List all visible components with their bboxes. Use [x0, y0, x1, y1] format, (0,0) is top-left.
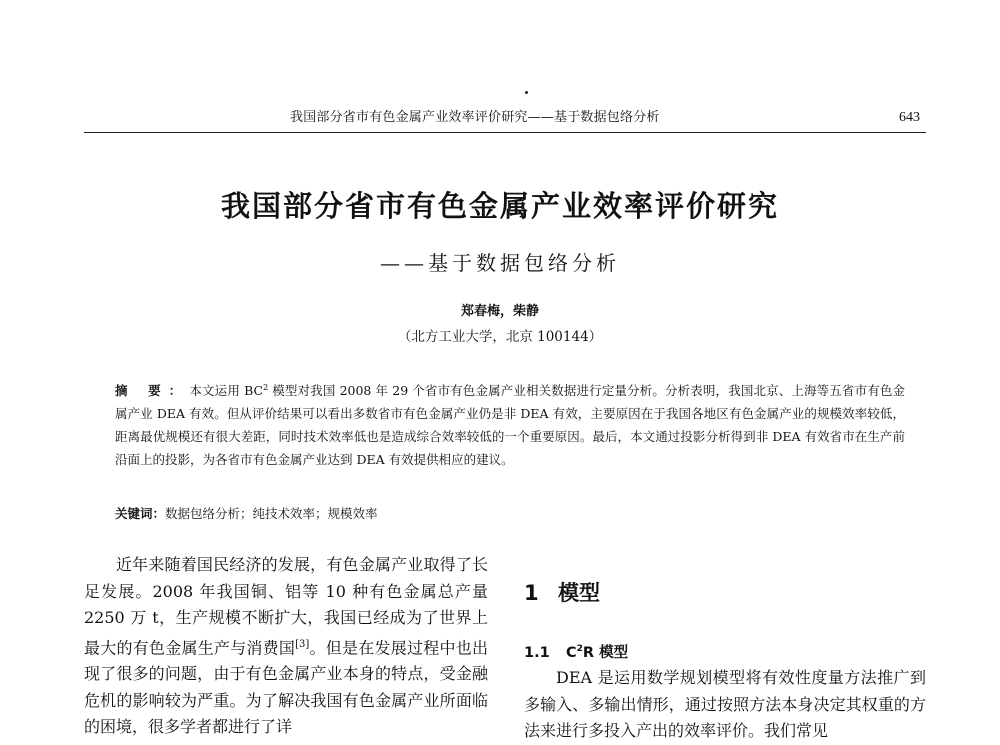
subsection-title-sup: 2 [576, 644, 583, 654]
article-subtitle: ——基于数据包络分析 [380, 251, 620, 275]
abstract-text-a: 本文运用 BC [189, 383, 264, 399]
subsection-heading [524, 638, 924, 664]
left-column [84, 552, 488, 741]
section-paragraph: DEA 是运用数学规划模型将有效性度量方法推广到多输入、多输出情形，通过按照方法本身决定其权重的方法来进行多投入产出的效率评价。我们常见 [524, 668, 926, 740]
abstract-superscript: 2 [263, 383, 269, 392]
running-header-title: 我国部分省市有色金属产业效率评价研究——基于数据包络分析 [290, 110, 660, 125]
article-title: 我国部分省市有色金属产业效率评价研究 [220, 189, 779, 223]
section-title: 模型 [558, 581, 600, 605]
section-number: 1 [524, 581, 539, 605]
intro-text-b: 。但是在发展过程中也出现了很多的问题，由于有色金属产业本身的特点，受金融危机的影响较为严重。为了解决我国有色金属产业所面临的困境，很多学者都进行了详 [84, 637, 488, 737]
affiliation: （北方工业大学，北京 100144） [397, 329, 603, 345]
header-rule [84, 132, 926, 133]
intro-paragraph [84, 552, 488, 741]
page-number: 643 [899, 110, 920, 125]
keywords [115, 502, 905, 525]
section-heading [524, 578, 924, 608]
citation-ref: [3] [295, 638, 310, 650]
abstract [115, 376, 905, 471]
subsection-number: 1.1 [524, 644, 550, 661]
subsection-title-post: R 模型 [582, 644, 629, 661]
keywords-label: 关键词： [115, 506, 166, 521]
abstract-label: 摘 要： [115, 383, 190, 399]
decorative-dot [525, 91, 528, 94]
subsection-title-pre: C [566, 644, 577, 661]
abstract-text-b: 模型对我国 2008 年 29 个省市有色金属产业相关数据进行定量分析。分析表明，我国北京、上海等五省市有色金属产业 DEA 有效。但从评价结果可以看出多数省市有色金属产业仍是非 DEA 有效，主要原因在于我国各地区有色金属产业的规模效率较低，距离最优规模还有很大差距，同时技术效率低也是造成综合效率较低的一个重要原因。最后，本文通过投影分析得到非 DEA 有效省市在生产前沿面上的投影，为各省市有色金属产业达到 DEA 有效提供相应的建议。 [115, 383, 905, 468]
intro-text-a: 近年来随着国民经济的发展，有色金属产业取得了长足发展。2008 年我国铜、铝等 10 种有色金属总产量 2250 万 t，生产规模不断扩大，我国已经成为了世界上最大的有色金属生产与消费国 [84, 555, 488, 657]
authors: 郑春梅，柴静 [460, 304, 539, 319]
keywords-text: 数据包络分析；纯技术效率；规模效率 [165, 506, 378, 521]
right-column [524, 665, 926, 745]
running-header [84, 108, 926, 132]
